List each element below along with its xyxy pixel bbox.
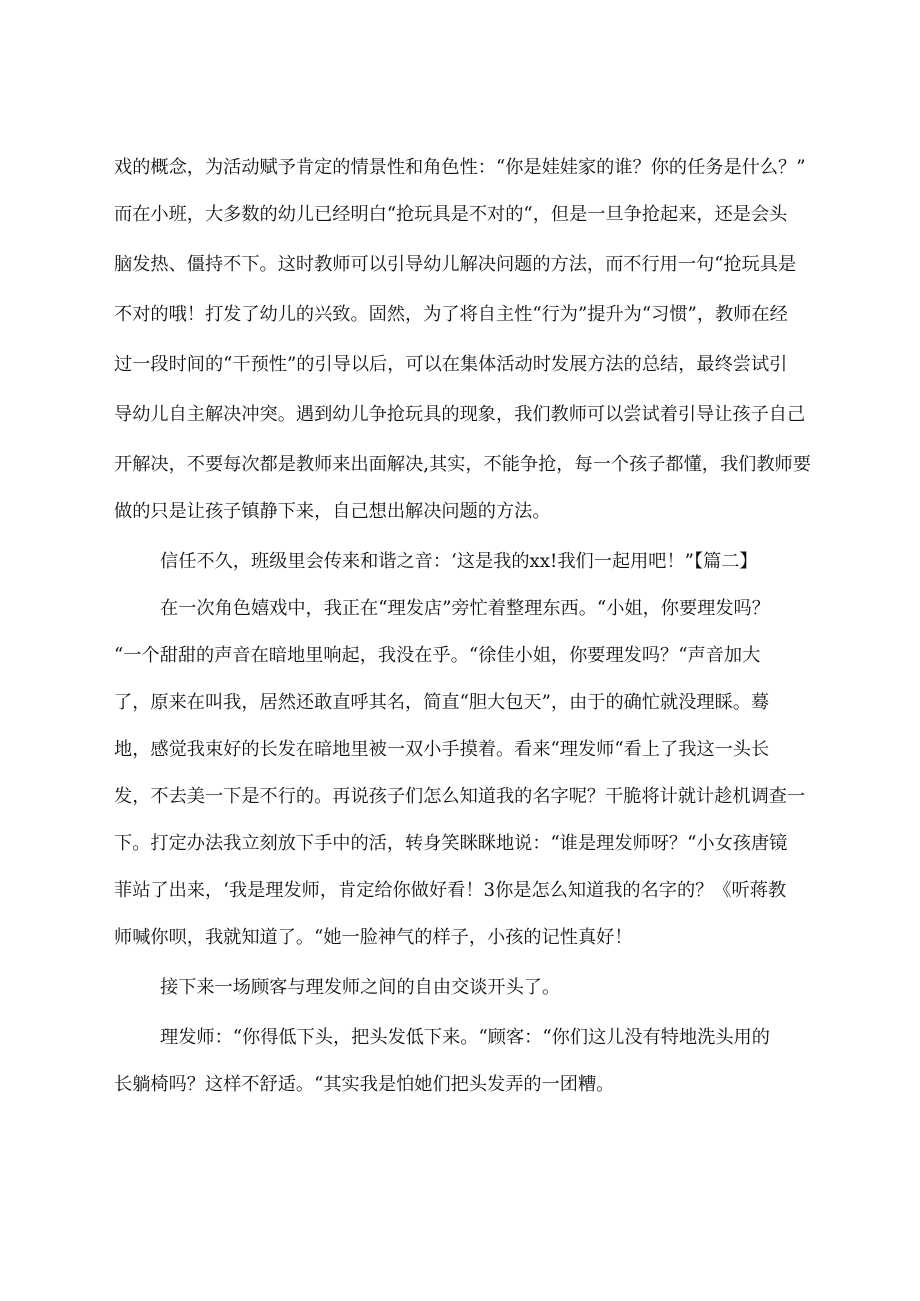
text-line: 而在小班，大多数的幼儿已经明白“抢玩具是不对的“，但是一旦争抢起来，还是会头 <box>114 204 788 225</box>
text-line: 菲站了出来，‘我是理发师，肯定给你做好看！3你是怎么知道我的名字的？《听蒋教 <box>114 880 787 901</box>
text-line: 戏的概念，为活动赋予肯定的情景性和角色性：“你是娃娃家的谁？你的任务是什么？” <box>114 157 806 178</box>
text-line: 开解决，不要每次都是教师来出面解决,其实，不能争抢，每一个孩子都懂，我们教师要 <box>114 454 811 475</box>
text-line: 下。打定办法我立刻放下手中的活，转身笑眯眯地说：“谁是理发师呀？“小女孩唐镜 <box>114 833 788 854</box>
paragraph-first-line: 信任不久，班级里会传来和谐之音：‘这是我的xx!我们一起用吧！”【篇二】 <box>160 551 758 572</box>
text-line: 不对的哦！打发了幼儿的兴致。固然，为了将自主性“行为”提升为“习惯”，教师在经 <box>114 304 788 325</box>
text-line: 地，感觉我束好的长发在暗地里被一双小手摸着。看来“理发师“看上了我这一头长 <box>114 739 770 760</box>
paragraph-first-line: 接下来一场顾客与理发师之间的自由交谈开头了。 <box>160 977 561 998</box>
text-line: 发，不去美一下是不行的。再说孩子们怎么知道我的名字呢？干脆将计就计趁机调查一 <box>114 786 806 807</box>
paragraph-first-line: 在一次角色嬉戏中，我正在“理发店”旁忙着整理东西。“小姐，你要理发吗？ <box>160 598 770 619</box>
text-line: 师喊你呗，我就知道了。“她一脸神气的样子，小孩的记性真好！ <box>114 927 633 948</box>
text-line: 了，原来在叫我，居然还敢直呼其名，简直“胆大包天”，由于的确忙就没理睬。蓦 <box>114 692 770 713</box>
paragraph-first-line: 理发师：“你得低下头，把头发低下来。“顾客：“你们这儿没有特地洗头用的 <box>160 1027 770 1048</box>
text-line: 脑发热、僵持不下。这时教师可以引导幼儿解决问题的方法，而不行用一句“抢玩具是 <box>114 254 797 275</box>
text-line: 长躺椅吗？这样不舒适。“其实我是怕她们把头发弄的一团糟。 <box>114 1074 615 1095</box>
text-line: 过一段时间的“干预性”的引导以后，可以在集体活动时发展方法的总结，最终尝试引 <box>114 354 788 375</box>
text-line: 做的只是让孩子镇静下来，自己想出解决问题的方法。 <box>114 501 551 522</box>
text-line: 导幼儿自主解决冲突。遇到幼儿争抢玩具的现象，我们教师可以尝试着引导让孩子自己 <box>114 404 806 425</box>
text-line: “一个甜甜的声音在暗地里响起，我没在乎。“徐佳小姐，你要理发吗？“声音加大 <box>114 645 761 666</box>
